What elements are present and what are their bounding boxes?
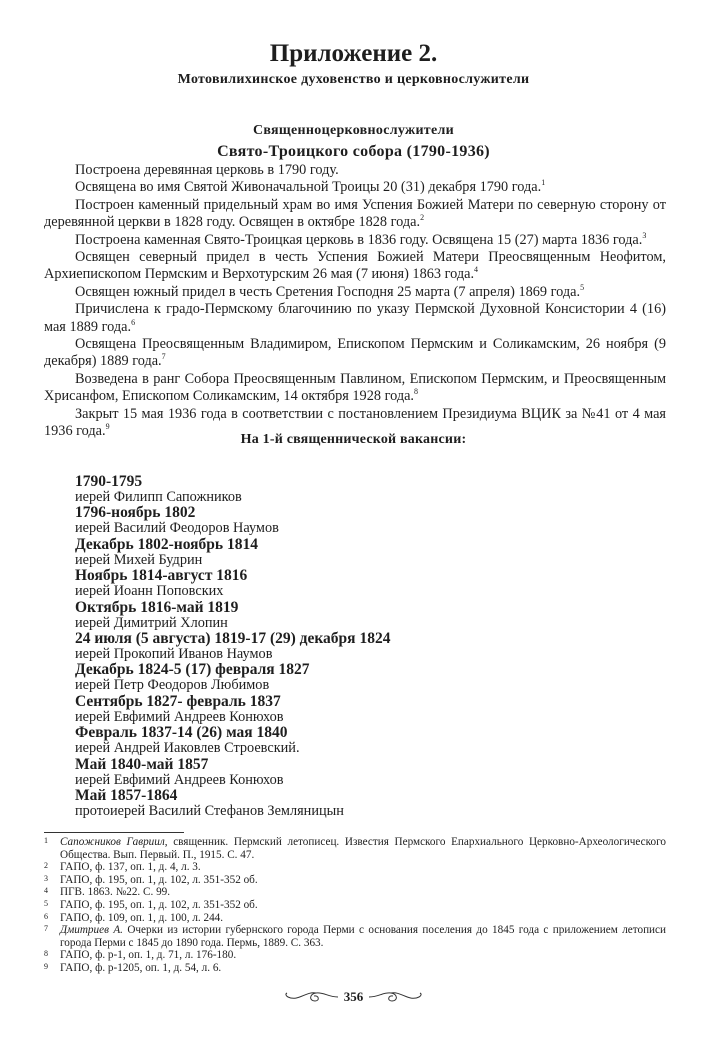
footnote xyxy=(44,861,666,874)
footnote-reference: 6 xyxy=(131,317,136,327)
footnote xyxy=(44,912,666,925)
history-paragraph xyxy=(44,179,666,196)
footnote xyxy=(44,962,666,975)
footnote-text: ГАПО, ф. 195, оп. 1, д. 102, л. 351-352 об. xyxy=(60,898,258,911)
vacancy-heading: На 1-й священнической вакансии: xyxy=(240,432,467,447)
appendix-subtitle: Мотовилихинское духовенство и церковнослужители xyxy=(177,72,530,87)
footnote-reference: 3 xyxy=(642,230,647,240)
footnote-reference: 7 xyxy=(161,352,166,362)
footnote-number: 9 xyxy=(44,961,48,971)
appendix-title: Приложение 2. xyxy=(269,40,438,67)
footnote-reference: 4 xyxy=(474,265,479,275)
history-paragraph xyxy=(44,197,666,232)
clergy-person: иерей Прокопий Иванов Наумов xyxy=(75,645,273,662)
footnote-text: ГАПО, ф. 195, оп. 1, д. 102, л. 351-352 об. xyxy=(60,873,258,886)
history-text-line: Возведена в ранг Собора Преосвященным Павлином, Епископом Пермским, и Преосвященным Хрисанфом, Епископом Соликамским, 14 октября 1928 года. xyxy=(44,370,666,405)
clergy-person: иерей Филипп Сапожников xyxy=(75,489,242,505)
clergy-period: Май 1840-май 1857 xyxy=(75,755,209,773)
clergy-period: Декабрь 1824-5 (17) февраля 1827 xyxy=(75,661,310,679)
footnote-reference: 2 xyxy=(420,213,425,223)
history-text-line: Построен каменный придельный храм во имя Успения Божией Матери по северную сторону от деревянной церкви в 1828 году. Освящен в октябре 1828 года. xyxy=(44,196,666,231)
footnote-text: ПГВ. 1863. №22. С. 99. xyxy=(60,886,171,899)
history-text-line: Построена деревянная церковь в 1790 году. xyxy=(75,162,339,178)
footnote-text: , священник. Пермский летописец. Известия Пермского Епархиального Церковно-Археологического Общества. Вып. Первый. П., 1915. С. 47. xyxy=(60,836,667,861)
footnote-author: Дмитриев А. xyxy=(60,924,123,937)
page-number: 356 xyxy=(343,989,364,1004)
clergy-list xyxy=(75,474,635,819)
footnote-author: Сапожников Гавриил xyxy=(60,836,165,848)
clergy-person: иерей Василий Феодоров Наумов xyxy=(75,520,279,537)
history-paragraph xyxy=(44,336,666,371)
page-footer xyxy=(0,986,707,1008)
footnote xyxy=(44,836,666,861)
clergy-period: Февраль 1837-14 (26) мая 1840 xyxy=(75,724,288,742)
clergy-period: 1796-ноябрь 1802 xyxy=(75,504,196,522)
history-text-line: Освящен северный придел в честь Успения Божией Матери Преосвященным Неофитом, Архиепископом Пермским и Верхотурским 26 мая (7 июня) 1863 года. xyxy=(44,249,666,283)
footnote xyxy=(44,886,666,899)
history-paragraph xyxy=(44,162,666,179)
clergy-person: протоиерей Василий Стефанов Земляницын xyxy=(75,802,344,819)
history-paragraph xyxy=(44,249,666,284)
history-paragraph xyxy=(44,232,666,249)
history-text xyxy=(44,162,666,441)
clergy-person: иерей Евфимий Андреев Конюхов xyxy=(75,708,284,725)
clergy-person: иерей Андрей Иаковлев Строевский. xyxy=(75,740,300,757)
clergy-person: иерей Петр Феодоров Любимов xyxy=(75,677,270,694)
clergy-person: иерей Димитрий Хлопин xyxy=(75,614,228,631)
history-text-line: Освящен южный придел в честь Сретения Господня 25 марта (7 апреля) 1869 года. xyxy=(75,283,581,300)
footnote-text: ГАПО, ф. р-1, оп. 1, д. 71, л. 176-180. xyxy=(60,949,237,962)
clergy-period: Май 1857-1864 xyxy=(75,786,178,804)
footnote-reference: 8 xyxy=(414,387,419,397)
footnote-reference: 5 xyxy=(580,283,585,293)
footnote-text: ГАПО, ф. 137, оп. 1, д. 4, л. 3. xyxy=(60,861,201,874)
footnote-divider xyxy=(44,832,184,833)
history-text-line: Освящена во имя Святой Живоначальной Троицы 20 (31) декабря 1790 года. xyxy=(75,179,542,196)
history-paragraph xyxy=(44,301,666,336)
history-paragraph xyxy=(44,371,666,406)
section-heading-line2: Свято-Троицкого собора (1790-1936) xyxy=(217,143,490,160)
footnote-number: 7 xyxy=(44,924,48,934)
clergy-period: Октябрь 1816-май 1819 xyxy=(75,598,239,616)
footnote-text: ГАПО, ф. р-1205, оп. 1, д. 54, л. 6. xyxy=(60,961,222,974)
left-flourish-icon xyxy=(284,990,340,1004)
footnote-number: 1 xyxy=(44,836,48,845)
section-heading-line1: Священноцерковнослужители xyxy=(252,123,455,138)
history-text-line: Построена каменная Свято-Троицкая церковь в 1836 году. Освящена 15 (27) марта 1836 года. xyxy=(75,231,643,248)
footnote-number: 8 xyxy=(44,949,48,959)
clergy-person: иерей Евфимий Андреев Конюхов xyxy=(75,771,284,788)
history-paragraph xyxy=(44,284,666,301)
clergy-period: Ноябрь 1814-август 1816 xyxy=(75,567,248,585)
footnote-reference: 1 xyxy=(541,178,546,188)
footnote-number: 2 xyxy=(44,861,48,871)
right-flourish-icon xyxy=(367,990,423,1004)
clergy-person: иерей Михей Будрин xyxy=(75,551,203,568)
clergy-person: иерей Иоанн Поповских xyxy=(75,583,224,600)
footnote xyxy=(44,949,666,962)
footnote xyxy=(44,874,666,887)
footnote-number: 3 xyxy=(44,873,48,883)
history-text-line: Причислена к градо-Пермскому благочинию по указу Пермской Духовной Консистории 4 (16) мая 1889 года. xyxy=(44,301,666,335)
footnote-reference: 9 xyxy=(105,422,110,432)
footnote-text: ГАПО, ф. 109, оп. 1, д. 100, л. 244. xyxy=(60,911,224,924)
history-text-line: Закрыт 15 мая 1936 года в соответствии с постановлением Президиума ВЦИК за №41 от 4 мая 1936 года. xyxy=(44,405,666,440)
clergy-period: 1790-1795 xyxy=(75,473,143,490)
footnote-number: 5 xyxy=(44,898,48,908)
footnote-text: Очерки из истории губернского города Перми с основания поселения до 1845 года с приложением летописи города Перми с 1845 до 1890 года. Пермь, 1889. С. 363. xyxy=(60,924,666,949)
clergy-period: Декабрь 1802-ноябрь 1814 xyxy=(75,535,258,553)
clergy-period: 24 июля (5 августа) 1819-17 (29) декабря 1824 xyxy=(75,629,391,647)
clergy-period: Сентябрь 1827- февраль 1837 xyxy=(75,692,281,710)
footnote xyxy=(44,924,666,949)
footnote-number: 6 xyxy=(44,911,48,921)
footnote-number: 4 xyxy=(44,886,48,896)
footnote xyxy=(44,899,666,912)
footnotes xyxy=(44,836,666,975)
history-text-line: Освящена Преосвященным Владимиром, Епископом Пермским и Соликамским, 26 ноября (9 декабря) 1889 года. xyxy=(44,336,666,370)
